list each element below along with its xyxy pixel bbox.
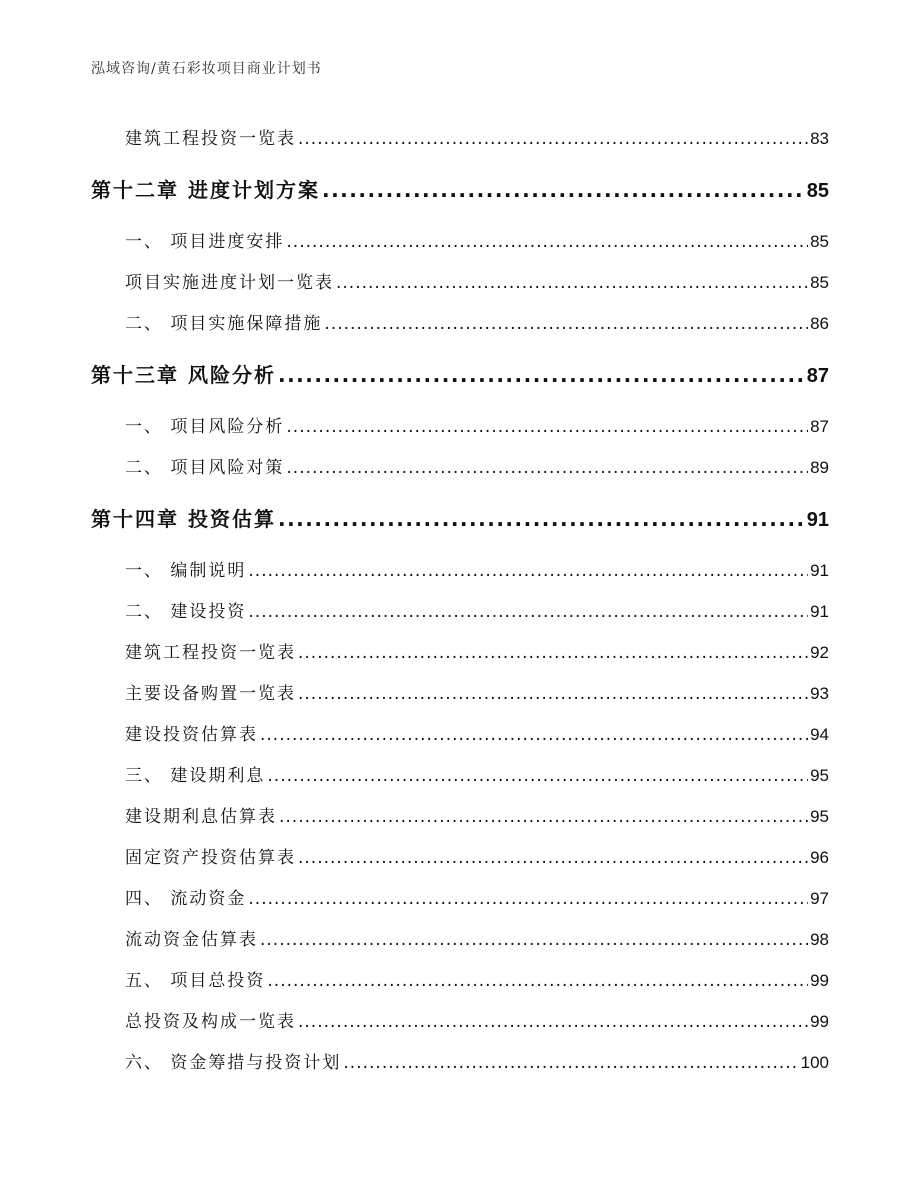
toc-entry-page: 92 <box>810 643 829 662</box>
toc-leader-dots <box>298 643 808 663</box>
toc-chapter-page: 91 <box>806 509 829 531</box>
toc-entry-label: 建设投资估算表 <box>125 725 258 745</box>
toc-entry-label: 五、 项目总投资 <box>125 971 266 991</box>
toc-chapter-entry[interactable] <box>91 174 829 203</box>
toc-entry[interactable] <box>125 1048 829 1073</box>
toc-entry[interactable] <box>125 309 829 334</box>
toc-entry-page: 83 <box>810 129 829 148</box>
toc-entry-label: 建设期利息估算表 <box>125 807 277 827</box>
toc-entry-label: 二、 项目实施保障措施 <box>125 314 323 334</box>
toc-leader-dots <box>298 684 808 704</box>
toc-entry-page: 87 <box>810 417 829 436</box>
toc-entry-label: 六、 资金筹措与投资计划 <box>125 1053 342 1073</box>
toc-entry-label: 二、 建设投资 <box>125 602 247 622</box>
toc-entry-label: 二、 项目风险对策 <box>125 458 285 478</box>
toc-entry[interactable] <box>125 761 829 786</box>
toc-entry-page: 91 <box>810 561 829 580</box>
toc-leader-dots <box>248 602 808 622</box>
toc-entry-label: 建筑工程投资一览表 <box>125 643 296 663</box>
toc-chapter-label: 第十四章 投资估算 <box>91 507 276 531</box>
toc-chapter-page: 85 <box>806 180 829 202</box>
toc-entry-label: 项目实施进度计划一览表 <box>125 273 334 293</box>
toc-chapter-entry[interactable] <box>91 503 829 532</box>
toc-entry-page: 97 <box>810 889 829 908</box>
toc-leader-dots <box>286 232 808 252</box>
toc-entry-page: 98 <box>810 930 829 949</box>
toc-entry-page: 96 <box>810 848 829 867</box>
toc-entry-label: 三、 建设期利息 <box>125 766 266 786</box>
toc-leader-dots <box>286 458 808 478</box>
toc-entry-page: 91 <box>810 602 829 621</box>
toc-leader-dots <box>279 807 808 827</box>
toc-entry[interactable] <box>125 638 829 663</box>
toc-entry[interactable] <box>125 227 829 252</box>
toc-leader-dots <box>324 314 808 334</box>
header-divider <box>91 84 829 85</box>
toc-entry-label: 四、 流动资金 <box>125 889 247 909</box>
toc-entry-page: 95 <box>810 807 829 826</box>
toc-leader-dots <box>298 1012 808 1032</box>
toc-leader-dots <box>267 971 808 991</box>
toc-chapter-label: 第十二章 进度计划方案 <box>91 178 320 202</box>
toc-leader-dots <box>298 129 808 149</box>
toc-entry[interactable] <box>125 1007 829 1032</box>
toc-entry-label: 流动资金估算表 <box>125 930 258 950</box>
toc-entry[interactable] <box>125 268 829 293</box>
toc-entry-page: 94 <box>810 725 829 744</box>
toc-leader-dots <box>248 561 808 581</box>
running-header: 泓域咨询/黄石彩妆项目商业计划书 <box>91 61 322 77</box>
toc-entry-page: 99 <box>810 971 829 990</box>
toc-leader-dots <box>260 725 808 745</box>
toc-leader-dots <box>260 930 808 950</box>
toc-entry[interactable] <box>125 843 829 868</box>
toc-entry-page: 89 <box>810 458 829 477</box>
toc-entry-page: 95 <box>810 766 829 785</box>
toc-entry[interactable] <box>125 884 829 909</box>
toc-entry-label: 一、 编制说明 <box>125 561 247 581</box>
toc-leader-dots <box>298 848 808 868</box>
toc-entry-page: 85 <box>810 273 829 292</box>
toc-entry-page: 93 <box>810 684 829 703</box>
toc-entry-page: 99 <box>810 1012 829 1031</box>
toc-leader-dots <box>336 273 808 293</box>
toc-leader-dots <box>278 507 805 531</box>
toc-entry-label: 建筑工程投资一览表 <box>125 129 296 149</box>
toc-entry-label: 一、 项目风险分析 <box>125 417 285 437</box>
toc-entry-label: 一、 项目进度安排 <box>125 232 285 252</box>
toc-entry-label: 主要设备购置一览表 <box>125 684 296 704</box>
toc-leader-dots <box>322 178 805 202</box>
toc-chapter-page: 87 <box>806 365 829 387</box>
toc-entry[interactable] <box>125 597 829 622</box>
toc-leader-dots <box>248 889 808 909</box>
toc-entry[interactable] <box>125 925 829 950</box>
toc-entry[interactable] <box>125 802 829 827</box>
toc-entry-label: 总投资及构成一览表 <box>125 1012 296 1032</box>
toc-entry[interactable] <box>125 124 829 149</box>
toc-leader-dots <box>267 766 808 786</box>
toc-entry[interactable] <box>125 556 829 581</box>
toc-entry[interactable] <box>125 453 829 478</box>
toc-entry[interactable] <box>125 679 829 704</box>
toc-leader-dots <box>286 417 808 437</box>
toc-entry-page: 86 <box>810 314 829 333</box>
toc-entry[interactable] <box>125 966 829 991</box>
toc-chapter-entry[interactable] <box>91 359 829 388</box>
toc-entry[interactable] <box>125 412 829 437</box>
toc-leader-dots <box>278 363 805 387</box>
toc-entry[interactable] <box>125 720 829 745</box>
toc-chapter-label: 第十三章 风险分析 <box>91 363 276 387</box>
toc-entry-page: 85 <box>810 232 829 251</box>
toc-entry-label: 固定资产投资估算表 <box>125 848 296 868</box>
toc-entry-page: 100 <box>800 1053 829 1072</box>
toc-leader-dots <box>343 1053 798 1073</box>
